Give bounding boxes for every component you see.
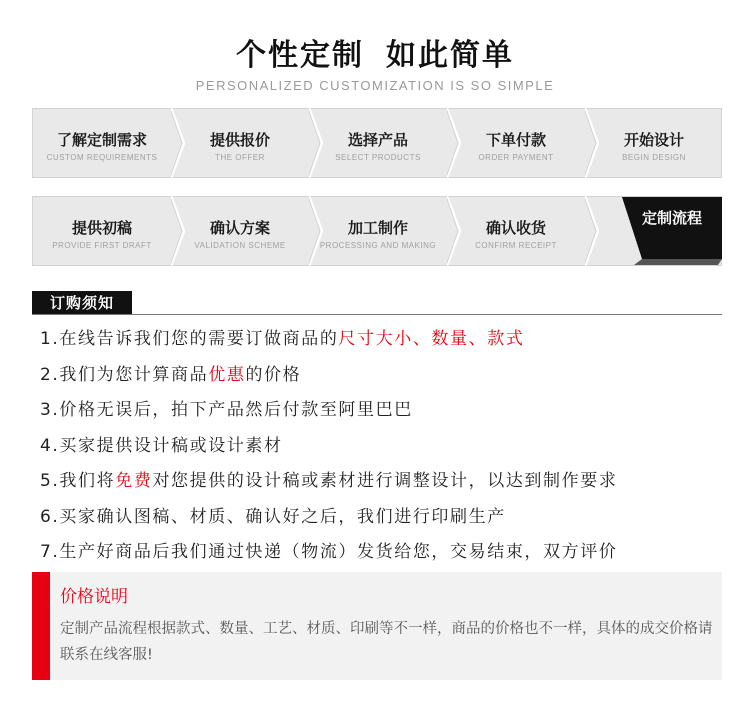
step-order-payment	[447, 109, 585, 177]
list-item	[40, 393, 730, 429]
step-label: 确认方案	[209, 219, 270, 237]
step-label: 加工制作	[347, 219, 408, 237]
list-item	[40, 429, 730, 465]
process-row-2	[32, 196, 722, 266]
step-english-label: CONFIRM RECEIPT	[475, 241, 557, 250]
title-part-a: 个性定制	[236, 38, 364, 73]
step-english-label: SELECT PRODUCTS	[335, 153, 421, 162]
step-label: 确认收货	[485, 219, 546, 237]
item-text-tail: 的价格	[245, 364, 302, 385]
item-text: 7.生产好商品后我们通过快递（物流）发货给您，交易结束，双方评价	[40, 542, 618, 562]
chevron-right-icon	[585, 196, 599, 266]
step-english-label: VALIDATION SCHEME	[194, 241, 286, 250]
notice-heading: 订购须知	[32, 291, 132, 315]
step-processing	[309, 197, 447, 265]
title-part-b: 如此简单	[386, 38, 514, 73]
step-label: 开始设计	[623, 131, 684, 149]
divider	[32, 314, 722, 315]
price-text: 定制产品流程根据款式、数量、工艺、材质、印刷等不一样，商品的价格也不一样，具体的成交价格请联系在线客服!	[60, 621, 713, 663]
page-title	[0, 30, 750, 74]
item-text: 4.买家提供设计稿或设计素材	[40, 435, 283, 456]
notice-list	[40, 322, 730, 571]
step-english-label: CUSTOM REQUIREMENTS	[46, 153, 158, 162]
page-subtitle: PERSONALIZED CUSTOMIZATION IS SO SIMPLE	[195, 78, 555, 93]
list-item	[40, 322, 730, 358]
list-item	[40, 358, 730, 394]
flow-tag-label: 定制流程	[641, 209, 702, 227]
item-highlight: 免费	[115, 471, 153, 491]
price-explanation	[32, 572, 722, 680]
step-english-label: PROVIDE FIRST DRAFT	[52, 241, 152, 250]
step-label: 提供初稿	[71, 219, 132, 237]
step-label: 了解定制需求	[56, 131, 147, 149]
item-text: 2.我们为您计算商品	[40, 364, 209, 385]
step-custom-requirements	[33, 109, 171, 177]
step-english-label: BEGIN DESIGN	[622, 153, 686, 162]
step-select-products	[309, 109, 447, 177]
list-item	[40, 500, 730, 536]
list-item	[40, 464, 730, 500]
step-label: 选择产品	[347, 131, 408, 149]
step-first-draft	[33, 197, 171, 265]
step-english-label: ORDER PAYMENT	[478, 153, 554, 162]
list-item	[40, 535, 730, 571]
step-label: 下单付款	[485, 131, 546, 149]
step-begin-design	[585, 109, 723, 177]
item-text: 5.我们将	[40, 471, 116, 491]
step-english-label: PROCESSING AND MAKING	[319, 241, 437, 250]
accent-bar	[32, 572, 50, 680]
item-highlight: 优惠	[208, 364, 246, 385]
item-text-tail: 对您提供的设计稿或素材进行调整设计，以达到制作要求	[152, 471, 618, 491]
item-text: 6.买家确认图稿、材质、确认好之后，我们进行印刷生产	[40, 506, 506, 527]
item-text: 1.在线告诉我们您的需要订做商品的	[40, 329, 339, 349]
step-english-label: THE OFFER	[215, 153, 265, 162]
step-confirm-receipt	[447, 197, 585, 265]
price-title: 价格说明	[60, 587, 128, 607]
step-label: 提供报价	[209, 131, 270, 149]
process-row-1	[32, 108, 722, 178]
step-the-offer	[171, 109, 309, 177]
item-highlight: 尺寸大小、数量、款式	[338, 329, 525, 349]
item-text: 3.价格无误后，拍下产品然后付款至阿里巴巴	[40, 400, 413, 420]
flow-tag	[622, 197, 722, 269]
step-validation-scheme	[171, 197, 309, 265]
